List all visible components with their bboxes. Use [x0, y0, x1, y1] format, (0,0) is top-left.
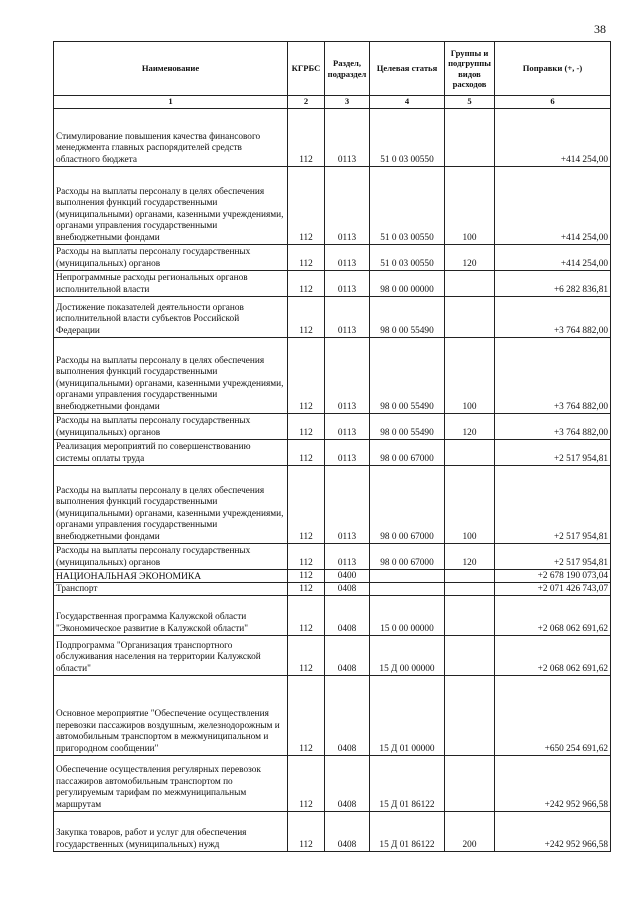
row-amount: +6 282 836,81: [495, 271, 611, 297]
row-section: 0408: [325, 676, 370, 756]
row-name: Государственная программа Калужской области "Экономическое развитие в Калужской области": [54, 596, 288, 636]
column-number: 1: [54, 96, 288, 109]
row-kgrbs: 112: [288, 271, 325, 297]
row-name: Расходы на выплаты персоналу государственных (муниципальных) органов: [54, 245, 288, 271]
row-kgrbs: 112: [288, 583, 325, 596]
header-section: Раздел, подраздел: [325, 42, 370, 96]
row-group: 200: [445, 812, 495, 852]
row-group: [445, 440, 495, 466]
header-name: Наименование: [54, 42, 288, 96]
header-row: [54, 42, 611, 96]
row-section: 0113: [325, 414, 370, 440]
row-group: [445, 271, 495, 297]
row-kgrbs: 112: [288, 636, 325, 676]
page-number: 38: [594, 22, 606, 36]
table-row: [54, 544, 611, 570]
column-number: 4: [370, 96, 445, 109]
row-name: Основное мероприятие "Обеспечение осуществления перевозки пассажиров воздушным, железнодорожным и автомобильным транспортом в межмуниципальном и пригородном сообщении": [54, 676, 288, 756]
row-name: НАЦИОНАЛЬНАЯ ЭКОНОМИКА: [54, 570, 288, 583]
table-row: [54, 338, 611, 414]
row-amount: +242 952 966,58: [495, 756, 611, 812]
row-name: Расходы на выплаты персоналу государственных (муниципальных) органов: [54, 544, 288, 570]
row-kgrbs: 112: [288, 756, 325, 812]
row-name: Достижение показателей деятельности органов исполнительной власти субъектов Российской Федерации: [54, 297, 288, 338]
row-kgrbs: 112: [288, 414, 325, 440]
table-row: [54, 676, 611, 756]
row-group: [445, 297, 495, 338]
row-group: 120: [445, 414, 495, 440]
row-name: Непрограммные расходы региональных органов исполнительной власти: [54, 271, 288, 297]
row-amount: +2 068 062 691,62: [495, 636, 611, 676]
row-target: [370, 583, 445, 596]
row-group: 100: [445, 466, 495, 544]
row-target: 98 0 00 55490: [370, 338, 445, 414]
table-row: [54, 271, 611, 297]
row-section: 0408: [325, 756, 370, 812]
row-group: [445, 583, 495, 596]
budget-table: [53, 41, 611, 852]
row-target: 51 0 03 00550: [370, 109, 445, 167]
row-target: 98 0 00 55490: [370, 414, 445, 440]
row-group: 100: [445, 167, 495, 245]
row-target: 98 0 00 67000: [370, 440, 445, 466]
column-number: 6: [495, 96, 611, 109]
row-amount: +3 764 882,00: [495, 338, 611, 414]
row-amount: +2 678 190 073,04: [495, 570, 611, 583]
row-target: 51 0 03 00550: [370, 245, 445, 271]
row-amount: +2 517 954,81: [495, 544, 611, 570]
row-section: 0113: [325, 109, 370, 167]
row-name: Подпрограмма "Организация транспортного обслуживания населения на территории Калужской области": [54, 636, 288, 676]
row-name: Расходы на выплаты персоналу в целях обеспечения выполнения функций государственными (муниципальными) органами, казенными учреждениями, органами управления государственными внебюджетными фондами: [54, 338, 288, 414]
row-amount: +242 952 966,58: [495, 812, 611, 852]
table-row: [54, 245, 611, 271]
row-section: 0113: [325, 245, 370, 271]
row-group: [445, 109, 495, 167]
row-name: Расходы на выплаты персоналу государственных (муниципальных) органов: [54, 414, 288, 440]
row-kgrbs: 112: [288, 167, 325, 245]
row-target: 51 0 03 00550: [370, 167, 445, 245]
table-row: [54, 109, 611, 167]
row-amount: +3 764 882,00: [495, 297, 611, 338]
column-number-row: [54, 96, 611, 109]
table-row: [54, 297, 611, 338]
row-target: 98 0 00 00000: [370, 271, 445, 297]
row-group: [445, 756, 495, 812]
row-amount: +414 254,00: [495, 109, 611, 167]
row-amount: +2 068 062 691,62: [495, 596, 611, 636]
row-target: 98 0 00 55490: [370, 297, 445, 338]
row-amount: +414 254,00: [495, 167, 611, 245]
row-kgrbs: 112: [288, 466, 325, 544]
header-group: Группы и подгруппы видов расходов: [445, 42, 495, 96]
column-number: 3: [325, 96, 370, 109]
row-section: 0113: [325, 297, 370, 338]
row-target: 98 0 00 67000: [370, 466, 445, 544]
row-section: 0400: [325, 570, 370, 583]
row-group: [445, 636, 495, 676]
row-name: Обеспечение осуществления регулярных перевозок пассажиров автомобильным транспортом по регулируемым тарифам по межмуниципальным маршрутам: [54, 756, 288, 812]
row-name: Стимулирование повышения качества финансового менеджмента главных распорядителей средств областного бюджета: [54, 109, 288, 167]
column-number: 2: [288, 96, 325, 109]
row-name: Расходы на выплаты персоналу в целях обеспечения выполнения функций государственными (муниципальными) органами, казенными учреждениями, органами управления государственными внебюджетными фондами: [54, 466, 288, 544]
row-kgrbs: 112: [288, 440, 325, 466]
table-row: [54, 756, 611, 812]
row-group: 100: [445, 338, 495, 414]
row-kgrbs: 112: [288, 676, 325, 756]
row-amount: +650 254 691,62: [495, 676, 611, 756]
header-target: Целевая статья: [370, 42, 445, 96]
row-name: Реализация мероприятий по совершенствованию системы оплаты труда: [54, 440, 288, 466]
header-amount: Поправки (+, -): [495, 42, 611, 96]
table-row: [54, 414, 611, 440]
table-row: [54, 440, 611, 466]
row-amount: +2 071 426 743,07: [495, 583, 611, 596]
column-number: 5: [445, 96, 495, 109]
row-kgrbs: 112: [288, 596, 325, 636]
row-name: Закупка товаров, работ и услуг для обеспечения государственных (муниципальных) нужд: [54, 812, 288, 852]
row-name: Расходы на выплаты персоналу в целях обеспечения выполнения функций государственными (муниципальными) органами, казенными учреждениями, органами управления государственными внебюджетными фондами: [54, 167, 288, 245]
header-kgrbs: КГРБС: [288, 42, 325, 96]
table-row: [54, 636, 611, 676]
row-amount: +2 517 954,81: [495, 466, 611, 544]
table-row: [54, 583, 611, 596]
row-target: 15 Д 01 00000: [370, 676, 445, 756]
row-section: 0113: [325, 167, 370, 245]
row-amount: +414 254,00: [495, 245, 611, 271]
row-target: 98 0 00 67000: [370, 544, 445, 570]
row-group: [445, 570, 495, 583]
row-kgrbs: 112: [288, 812, 325, 852]
row-target: 15 0 00 00000: [370, 596, 445, 636]
row-section: 0408: [325, 596, 370, 636]
table-row: [54, 596, 611, 636]
row-kgrbs: 112: [288, 297, 325, 338]
row-target: 15 Д 01 86122: [370, 756, 445, 812]
row-group: [445, 596, 495, 636]
row-section: 0113: [325, 466, 370, 544]
table-row: [54, 812, 611, 852]
row-section: 0113: [325, 338, 370, 414]
row-target: 15 Д 01 86122: [370, 812, 445, 852]
row-section: 0408: [325, 636, 370, 676]
row-target: 15 Д 00 00000: [370, 636, 445, 676]
row-section: 0408: [325, 812, 370, 852]
row-group: [445, 676, 495, 756]
row-section: 0113: [325, 271, 370, 297]
row-section: 0113: [325, 440, 370, 466]
row-section: 0113: [325, 544, 370, 570]
row-kgrbs: 112: [288, 245, 325, 271]
row-target: [370, 570, 445, 583]
table-row: [54, 570, 611, 583]
row-group: 120: [445, 544, 495, 570]
row-amount: +2 517 954,81: [495, 440, 611, 466]
row-kgrbs: 112: [288, 570, 325, 583]
row-kgrbs: 112: [288, 338, 325, 414]
row-kgrbs: 112: [288, 109, 325, 167]
row-kgrbs: 112: [288, 544, 325, 570]
row-amount: +3 764 882,00: [495, 414, 611, 440]
table-row: [54, 167, 611, 245]
row-name: Транспорт: [54, 583, 288, 596]
table-row: [54, 466, 611, 544]
row-section: 0408: [325, 583, 370, 596]
row-group: 120: [445, 245, 495, 271]
